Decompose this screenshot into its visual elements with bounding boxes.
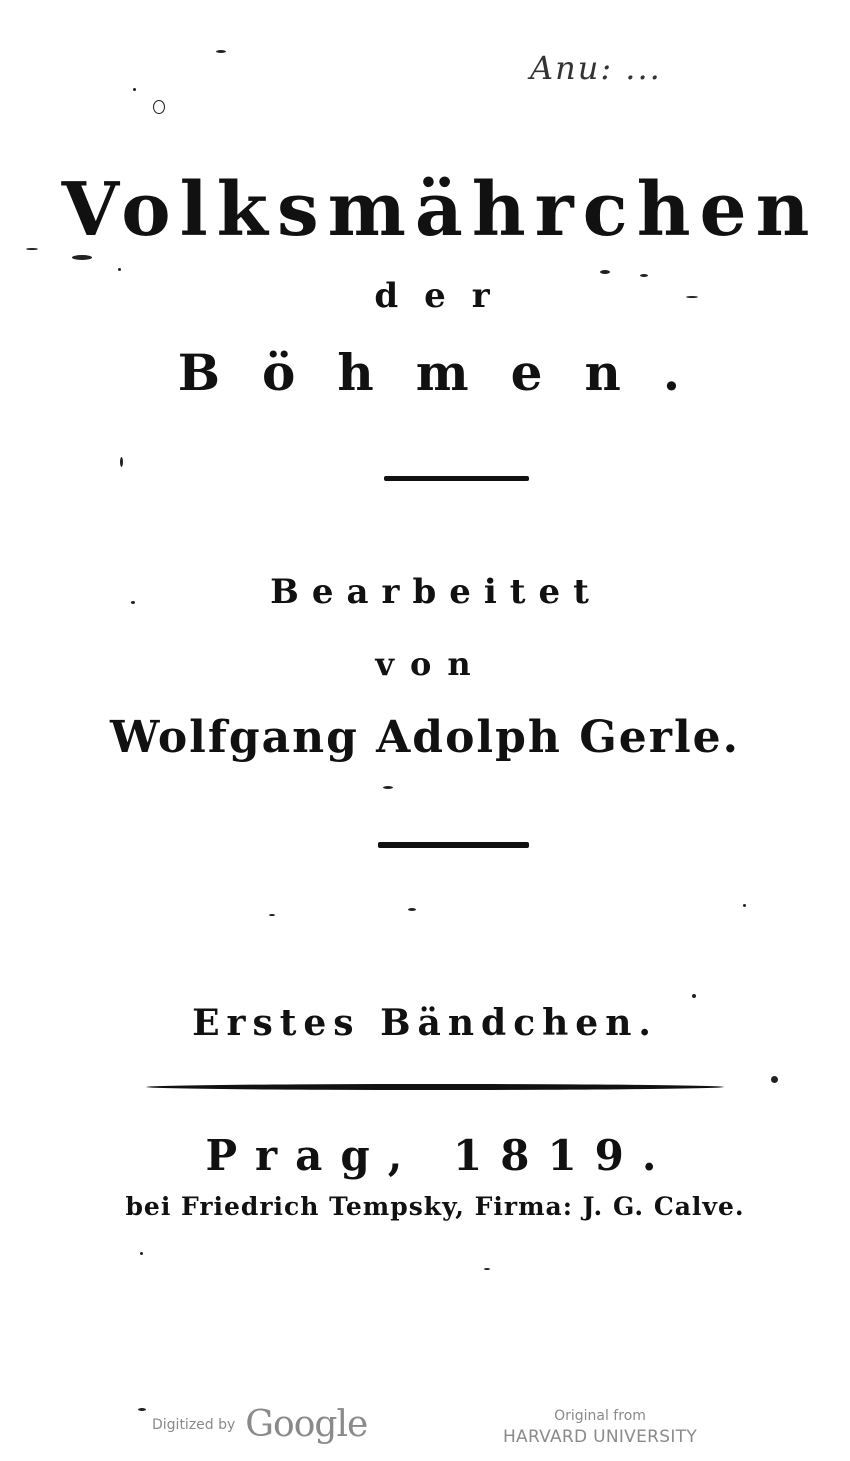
title-subject: Böhmen. [177,343,723,402]
imprint-rule [146,1084,724,1090]
book-title: Volksmährchen [61,167,819,253]
scan-speck [484,1268,490,1270]
google-logo: Google [245,1404,368,1445]
digitized-label: Digitized by [152,1416,236,1433]
by-label: von [375,645,487,683]
title-article: der [374,276,516,316]
scan-speck [600,270,610,274]
scan-speck [743,904,746,907]
volume-label: Erstes Bändchen. [192,1002,658,1044]
scan-speck [408,908,416,911]
original-institution: HARVARD UNIVERSITY [502,1427,698,1447]
author-name: Wolfgang Adolph Gerle. [110,712,740,763]
scan-speck [133,88,136,91]
scan-speck [120,457,123,467]
divider-rule [384,476,529,481]
imprint-place-year: Prag, 1819. [205,1131,675,1180]
scan-speck [269,914,275,916]
scan-speck [140,1252,143,1255]
scan-speck [153,100,165,114]
original-label: Original from [554,1408,646,1424]
handwritten-annotation: Anu: ... [530,49,662,87]
scan-speck [118,268,121,271]
edited-label: Bearbeitet [270,572,602,612]
original-source-watermark [490,1407,710,1449]
scan-speck [216,50,226,53]
scan-speck [692,994,696,998]
scan-speck [771,1076,778,1083]
scan-speck [138,1408,146,1411]
scan-speck [72,255,92,260]
divider-rule [378,842,529,848]
scan-speck [383,786,393,789]
digitized-by-watermark [152,1404,367,1454]
imprint-publisher: bei Friedrich Tempsky, Firma: J. G. Calve. [125,1192,745,1221]
